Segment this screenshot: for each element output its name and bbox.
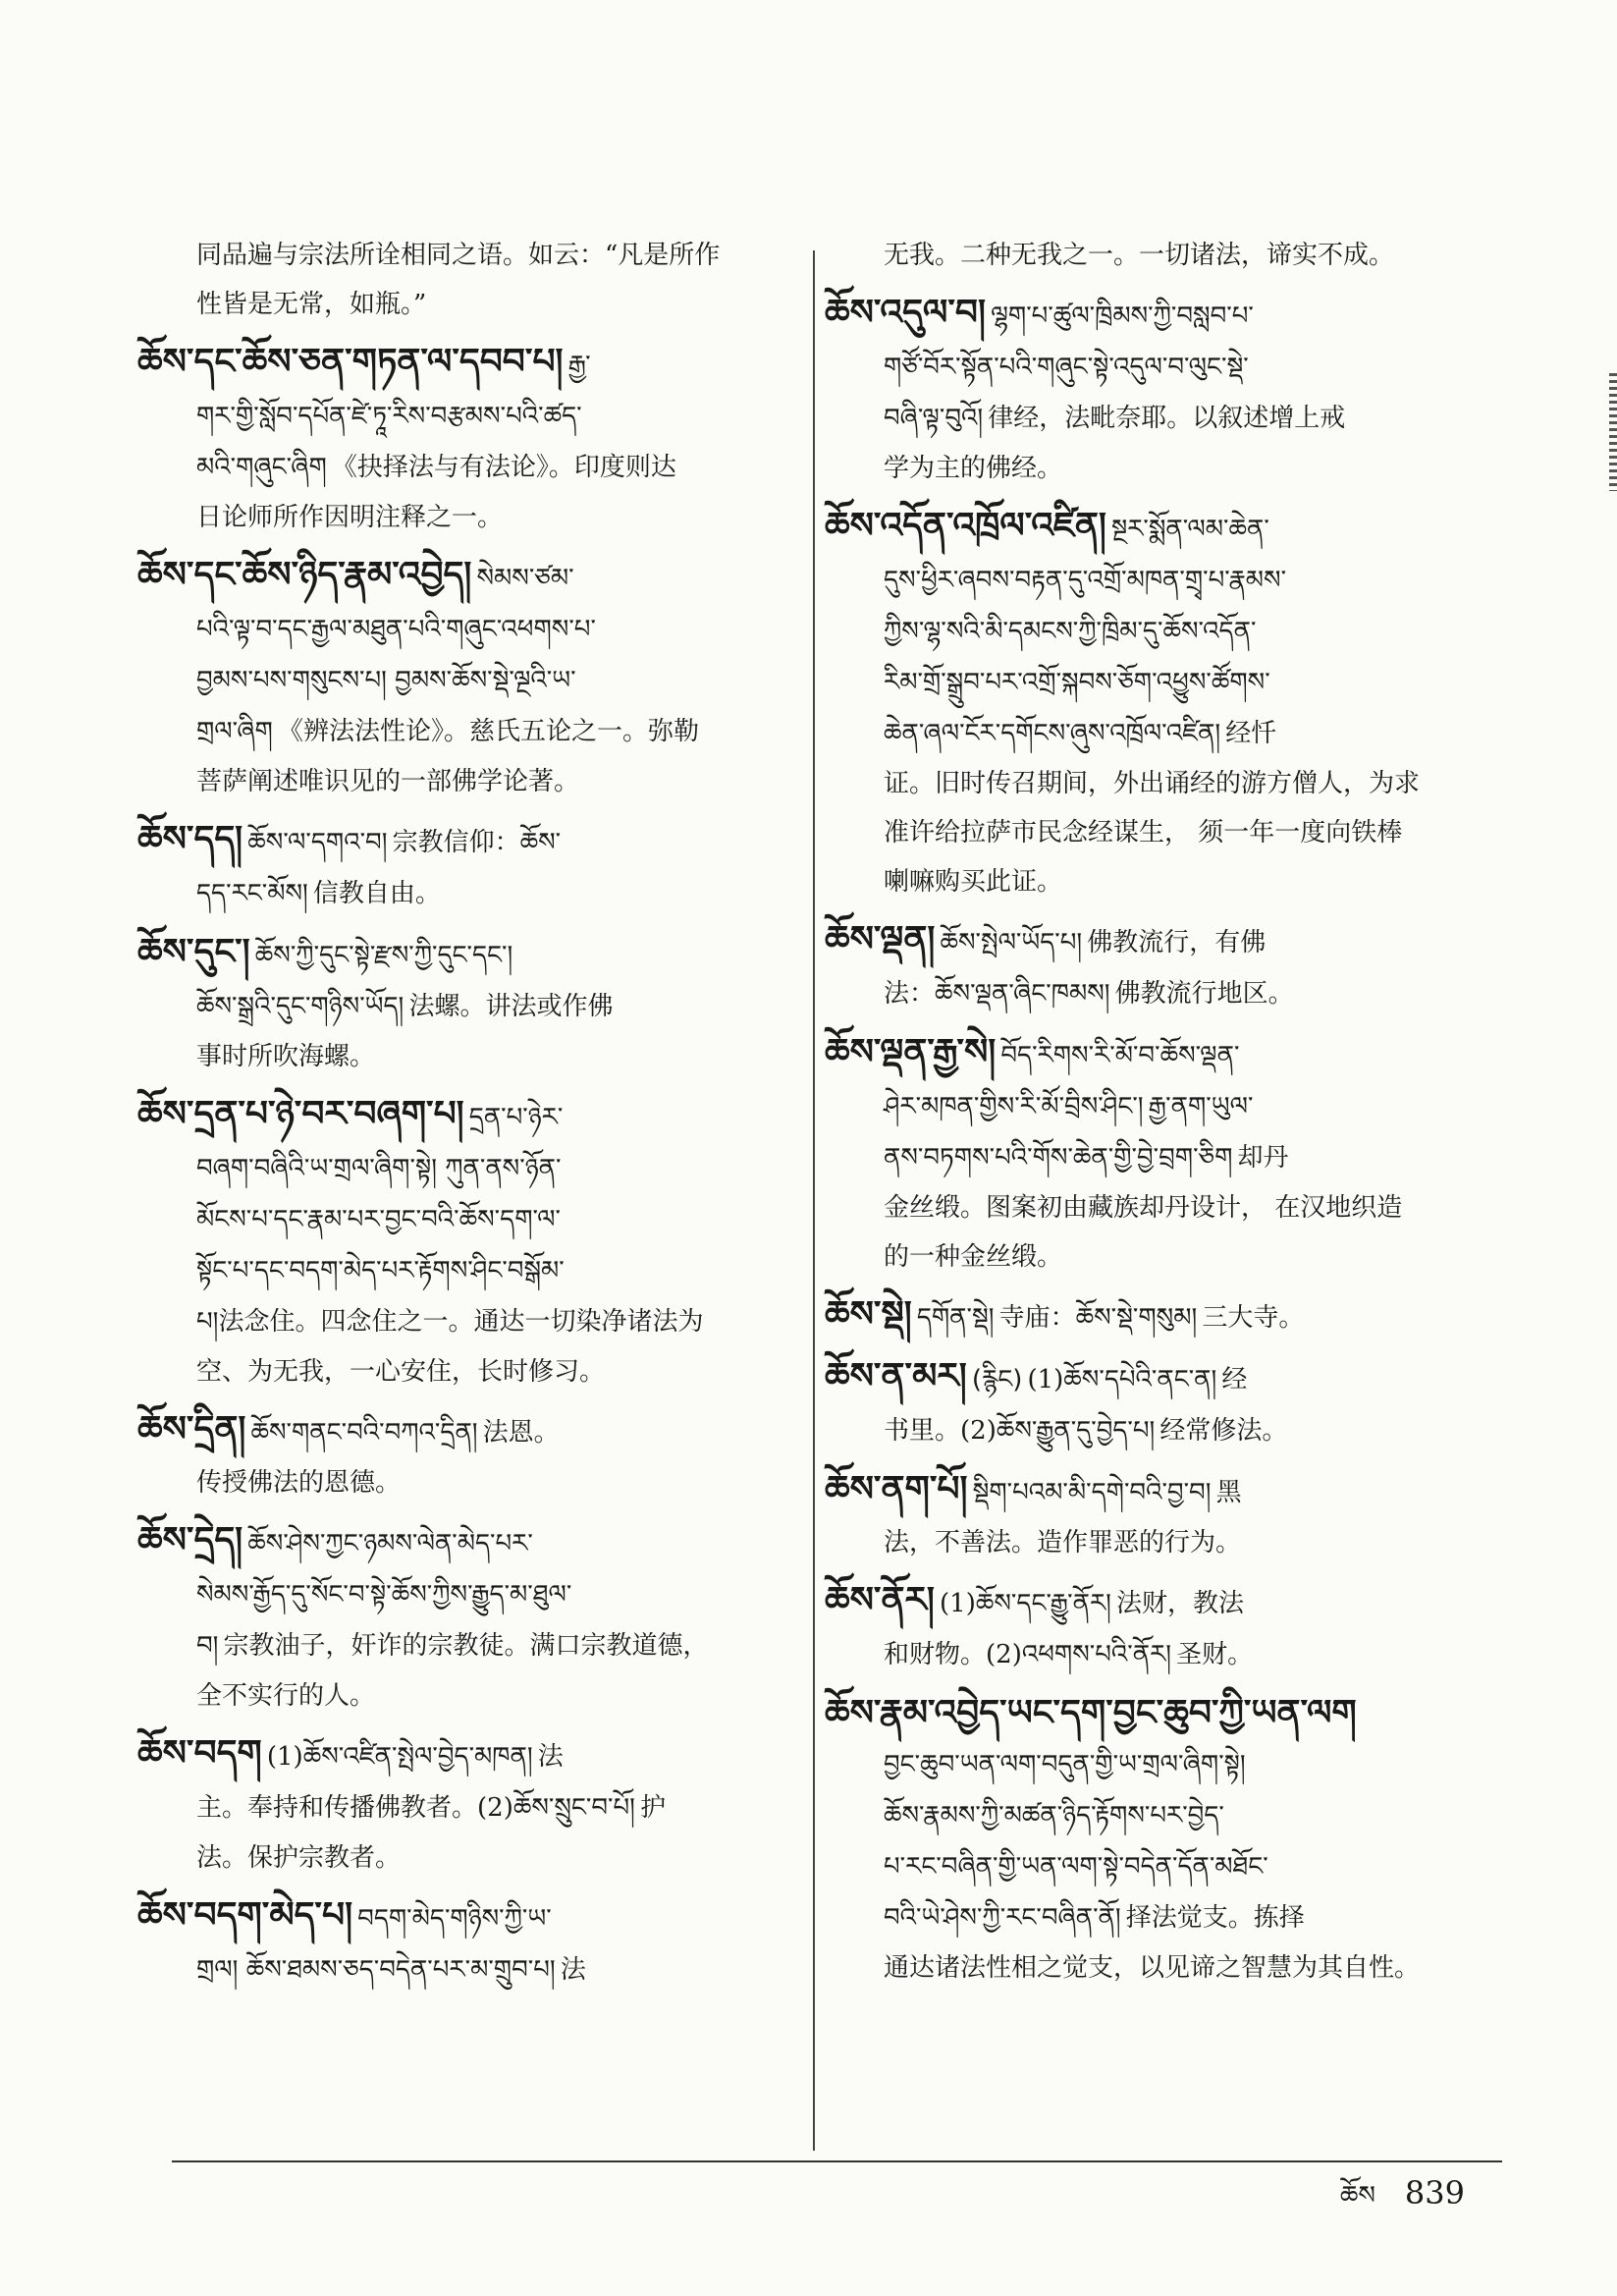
- entry-line: [196, 1296, 800, 1347]
- tibetan-text: ཆོས་ལ་དགའ་བ།: [247, 828, 388, 857]
- entry-body: [835, 1629, 1482, 1680]
- headword: ཆོས་དང་ཆོས་ཅན་གཏན་ལ་དབབ་པ།: [137, 342, 564, 382]
- entry-line: [884, 1081, 1482, 1132]
- definition-text: 择法觉支。拣择: [1125, 1903, 1305, 1933]
- dictionary-entry: [137, 1404, 800, 1507]
- tibetan-text: དྲན་པ་ཉེར་: [468, 1103, 564, 1132]
- entry-body: [835, 1081, 1482, 1282]
- dictionary-entry: [137, 337, 800, 542]
- definition-text: 通达诸法性相之觉支，以见谛之智慧为其自性。: [884, 1953, 1421, 1983]
- entry-body: [835, 1739, 1482, 1993]
- entry-line: [196, 706, 800, 757]
- entry-body: [147, 1944, 800, 1995]
- tibetan-text: རིམ་གྲོ་སྒྲུབ་པར་འགྲོ་སྐབས་ཅོག་འཕྱུས་ཚོགས་: [884, 668, 1270, 697]
- tibetan-text: ལྷག་པ་ཚུལ་ཁྲིམས་ཀྱི་བསླབ་པ་: [991, 301, 1254, 331]
- entry-line: [825, 1289, 1482, 1343]
- tibetan-text: བའི་ཡེ་ཤེས་ཀྱི་རང་བཞིན་ནོ།: [884, 1903, 1121, 1933]
- tibetan-text: བཞག་བཞིའི་ཡ་གྲལ་ཞིག་སྟེ། ཀུན་ནས་ཉོན་: [196, 1154, 562, 1183]
- tibetan-text: ཀྱིས་ལྷ་སའི་མི་དམངས་ཀྱི་ཁྲིམ་དུ་ཆོས་འདོན་: [884, 617, 1257, 646]
- entry-line: [825, 1688, 1482, 1739]
- tibetan-text: དགོན་སྡེ།: [916, 1303, 995, 1333]
- tibetan-text: ཆོས་དཔེའི་ནང་ན།: [1063, 1365, 1217, 1394]
- headword: ཆོས་དང་ཆོས་ཉིད་རྣམ་འབྱེད།: [137, 555, 472, 595]
- entry-line: [884, 968, 1482, 1019]
- tibetan-text: པའི་ལྟ་བ་དང་རྒྱལ་མཐུན་པའི་གཞུང་འཕགས་པ་: [196, 615, 596, 644]
- definition-text: 证。旧时传召期间，外出诵经的游方僧人，为求: [884, 769, 1421, 798]
- tibetan-text: རྒྱ་ནག་ཡུལ་: [1148, 1092, 1254, 1121]
- entry-line: [137, 1515, 800, 1569]
- definition-text: 经常修法。: [1159, 1416, 1288, 1446]
- text-line: 性皆是无常，如瓶。”: [196, 290, 427, 319]
- tibetan-text: ཆེན་ཞལ་ངོར་དགོངས་ཞུས་འཁྲོལ་འཛིན།: [884, 719, 1221, 748]
- tibetan-text: ཆོས་སྡེ་གསུམ།: [1075, 1303, 1198, 1333]
- entry-line: [196, 1944, 800, 1995]
- entry-line: [137, 1728, 800, 1782]
- headword: ཆོས་སྡེ།: [825, 1294, 912, 1335]
- footer-rule: [172, 2160, 1502, 2162]
- definition-text: 传授佛法的恩德。: [196, 1468, 402, 1498]
- headword: ཆོས་དྲན་པ་ཉེ་བར་བཞག་པ།: [137, 1094, 464, 1134]
- definition-text: (1): [1027, 1365, 1064, 1394]
- tibetan-text: སྟོང་པ་དང་བདག་མེད་པར་རྟོགས་ཤིང་བསྒོམ་: [196, 1256, 565, 1285]
- entry-line: [196, 868, 800, 919]
- page-number: 839: [1404, 2174, 1465, 2212]
- definition-text: 法恩。: [482, 1418, 560, 1448]
- definition-text: (2): [477, 1793, 513, 1823]
- definition-text: 和财物。: [884, 1640, 987, 1669]
- definition-text: 的一种金丝缎。: [884, 1242, 1063, 1272]
- tibetan-text: ཆོས་སྤེལ་ཡོད་པ།: [940, 928, 1083, 957]
- dictionary-entry: [137, 1890, 800, 1995]
- tibetan-text: (རྙིང): [971, 1365, 1023, 1394]
- definition-text: 事时所吹海螺。: [196, 1042, 376, 1071]
- definition-text: 学为主的佛经。: [884, 454, 1063, 483]
- definition-text: 喇嘛购买此证。: [884, 867, 1063, 897]
- dictionary-entry: [137, 927, 800, 1081]
- dictionary-entry: [825, 914, 1482, 1019]
- dictionary-entry: [825, 1464, 1482, 1567]
- headword: ཆོས་ནག་པོ།: [825, 1469, 968, 1509]
- definition-text: 护: [640, 1793, 667, 1823]
- definition-text: 金丝缎。图案初由藏族却丹设计， 在汉地织造: [884, 1193, 1403, 1223]
- definition-text: 法财，教法: [1116, 1589, 1245, 1618]
- entry-body: [147, 981, 800, 1081]
- entry-body: [147, 1458, 800, 1507]
- entry-body: [147, 1569, 800, 1721]
- dictionary-entry: [137, 550, 800, 806]
- entry-body: [835, 342, 1482, 493]
- entry-body: [147, 391, 800, 542]
- tibetan-text: འཕགས་པའི་ནོར།: [1021, 1640, 1172, 1669]
- entry-body: [835, 968, 1482, 1019]
- entry-line: [196, 1620, 800, 1671]
- definition-text: 法: [537, 1742, 564, 1772]
- definition-text: 法螺。讲法或作佛: [408, 992, 614, 1021]
- tibetan-text: བ།: [196, 1631, 219, 1661]
- headword: ཆོས་ལྡན་རྒྱ་སེ།: [825, 1032, 997, 1072]
- running-head: ཆོས: [1339, 2181, 1375, 2211]
- headword: ཆོས་བདག: [137, 1733, 262, 1774]
- text-line: 同品遍与宗法所诠相同之语。如云：“凡是所作: [196, 241, 721, 270]
- tibetan-text: ཆོས་འཛིན་སྤེལ་བྱེད་མཁན།: [302, 1742, 533, 1772]
- headword: ཆོས་ལྡན།: [825, 919, 936, 959]
- entry-body: [147, 1143, 800, 1396]
- entry-line: [137, 927, 800, 981]
- column-divider: [813, 250, 815, 2151]
- entry-line: [884, 1132, 1482, 1183]
- entry-line: [884, 1892, 1482, 1943]
- entry-line: [884, 1405, 1482, 1456]
- dictionary-entry: [825, 501, 1482, 906]
- definition-text: 法。保护宗教者。: [196, 1843, 402, 1873]
- tibetan-text: རྒྱ་: [567, 351, 591, 380]
- scan-edge-marks: [1609, 373, 1617, 491]
- definition-text: 律经，法毗奈耶。以叙述增上戒: [988, 404, 1346, 433]
- tibetan-text: པ།: [196, 1307, 219, 1337]
- definition-text: (1): [266, 1742, 303, 1772]
- tibetan-text: སེམས་ཙམ་: [476, 564, 574, 593]
- definition-text: 菩萨阐述唯识见的一部佛学论著。: [196, 767, 580, 796]
- tibetan-text: ཆོས་སྒྲའི་དུང་གཉིས་ཡོད།: [196, 992, 404, 1021]
- definition-text: 宗教信仰：: [392, 828, 520, 857]
- entry-line: [137, 1404, 800, 1458]
- definition-text: 空、为无我，一心安住，长时修习。: [196, 1357, 606, 1387]
- headword: ཆོས་དད།: [137, 819, 243, 859]
- definition-text: 经: [1221, 1365, 1248, 1394]
- left-column: [137, 231, 800, 2003]
- entry-line: [196, 442, 800, 493]
- tibetan-text: བྱམས་པས་གསུངས་པ། བྱམས་ཆོས་སྡེ་ལྔའི་ཡ་: [196, 666, 576, 695]
- definition-text: 寺庙：: [998, 1303, 1076, 1333]
- entry-continuation-left: [147, 231, 800, 329]
- tibetan-text: བྱང་ཆུབ་ཡན་ལག་བདུན་གྱི་ཡ་གྲལ་ཞིག་སྟེ།: [884, 1750, 1246, 1779]
- dictionary-entry: [137, 814, 800, 919]
- definition-text: 信教自由。: [312, 879, 441, 908]
- tibetan-text: ནས་བཏགས་པའི་གོས་ཆེན་གྱི་བྱེ་བྲག་ཅིག: [884, 1143, 1233, 1173]
- entry-line: [825, 1351, 1482, 1405]
- definition-text: 书里。: [884, 1416, 961, 1446]
- tibetan-text: བཞི་ལྟ་བུའོ།: [884, 404, 984, 433]
- tibetan-text: བདག་མེད་གཉིས་ཀྱི་ཡ་: [357, 1904, 552, 1934]
- entry-line: [884, 1739, 1482, 1790]
- entry-body: [147, 604, 800, 806]
- dictionary-entry: [137, 1728, 800, 1883]
- headword: ཆོས་འདོན་འཁྲོལ་འཛིན།: [825, 506, 1106, 546]
- tibetan-text: ཤེར་མཁན་གྱིས་རི་མོ་བྲིས་ཤིང་།: [884, 1092, 1144, 1121]
- entry-body: [835, 555, 1482, 906]
- definition-text: 三大寺。: [1202, 1303, 1305, 1333]
- headword: ཆོས་དྲིན།: [137, 1409, 246, 1449]
- definition-text: 经忏: [1225, 719, 1277, 748]
- entry-body: [147, 868, 800, 919]
- headword: ཆོས་བདག་མེད་པ།: [137, 1895, 353, 1936]
- definition-text: 却丹: [1237, 1143, 1289, 1173]
- tibetan-text: ཆོས་ཀྱི་དུང་སྟེ་རྫས་ཀྱི་དུང་དང་།: [254, 941, 513, 970]
- entry-line: [825, 1575, 1482, 1629]
- definition-text: (2): [986, 1640, 1022, 1669]
- definition-text: 准许给拉萨市民念经谋生， 须一年一度向铁棒: [884, 818, 1403, 847]
- definition-text: (2): [960, 1416, 997, 1446]
- entry-continuation-right: [835, 231, 1482, 280]
- definition-text: 佛教流行地区。: [1114, 979, 1294, 1009]
- definition-text: 法，不善法。造作罪恶的行为。: [884, 1528, 1242, 1558]
- definition-text: 圣财。: [1176, 1640, 1254, 1669]
- tibetan-text: ཆོས་རྣམས་ཀྱི་མཚན་ཉིད་རྟོགས་པར་བྱེད་: [884, 1801, 1224, 1831]
- definition-text: 法念住。四念住之一。通达一切染净诸法为: [218, 1307, 704, 1337]
- entry-line: [825, 501, 1482, 555]
- tibetan-text: གྲལ་ཞིག: [196, 717, 273, 746]
- page-footer: [1340, 2167, 1465, 2239]
- tibetan-text: བོད་རིགས་རི་མོ་བ་ཆོས་ལྡན་: [1000, 1041, 1240, 1070]
- tibetan-text: གཙོ་བོར་སྟོན་པའི་གཞུང་སྟེ་འདུལ་བ་ལུང་སྡེ་: [884, 353, 1249, 382]
- definition-text: 宗教油子，奸诈的宗教徒。满口宗教道德，: [223, 1631, 709, 1661]
- tibetan-text: མོངས་པ་དང་རྣམ་པར་བྱང་བའི་ཆོས་དག་ལ་: [196, 1205, 561, 1234]
- definition-text: 佛教流行，有佛: [1087, 928, 1267, 957]
- tibetan-text: དད་རང་མོས།: [196, 879, 308, 908]
- definition-text: 日论师所作因明注释之一。: [196, 503, 504, 532]
- entry-line: [137, 550, 800, 604]
- tibetan-text: ཆོས་གནང་བའི་བཀའ་དྲིན།: [250, 1418, 478, 1448]
- tibetan-text: དུས་ཕྱིར་ཞབས་བརྟན་དུ་འགྲོ་མཁན་གྲྭ་པ་རྣམས་: [884, 566, 1287, 595]
- entry-body: [147, 1782, 800, 1883]
- entry-line: [137, 1890, 800, 1944]
- tibetan-text: སྡིག་པའམ་མི་དགེ་བའི་བྱ་བ།: [972, 1478, 1212, 1507]
- entry-line: [137, 337, 800, 391]
- entry-line: [825, 1027, 1482, 1081]
- dictionary-entry: [137, 1515, 800, 1721]
- entry-body: [835, 1518, 1482, 1567]
- tibetan-text: གྲལ། ཆོས་ཐམས་ཅད་བདེན་པར་མ་གྲུབ་པ།: [196, 1955, 556, 1985]
- dictionary-entry: [825, 1027, 1482, 1282]
- definition-text: 主。奉持和传播佛教者。: [196, 1793, 478, 1823]
- tibetan-text: སྔར་སྨོན་ལམ་ཆེན་: [1110, 515, 1269, 544]
- tibetan-text: མའི་གཞུང་ཞིག: [196, 453, 327, 482]
- headword: ཆོས་ན་མར།: [825, 1356, 967, 1396]
- entry-line: [884, 708, 1482, 759]
- definition-text: 法: [560, 1955, 586, 1985]
- definition-text: 《抉择法与有法论》。印度则达: [331, 453, 676, 482]
- tibetan-text: ཆོས་རྒྱུན་དུ་བྱེད་པ།: [996, 1416, 1156, 1446]
- headword: ཆོས་རྣམ་འབྱེད་ཡང་དག་བྱང་ཆུབ་ཀྱི་ཡན་ལག: [825, 1693, 1357, 1733]
- dictionary-entry: [137, 1089, 800, 1396]
- headword: ཆོས་དུང་།: [137, 932, 250, 972]
- headword: ཆོས་འདུལ་བ།: [825, 293, 986, 333]
- entry-line: [137, 1089, 800, 1143]
- definition-text: 《辨法法性论》。慈氏五论之一。弥勒: [277, 717, 699, 746]
- text-line: 无我。二种无我之一。一切诸法，谛实不成。: [884, 241, 1395, 270]
- headword: ཆོས་དྲེད།: [137, 1520, 243, 1560]
- dictionary-entry: [825, 1688, 1482, 1993]
- dictionary-entry: [825, 1575, 1482, 1680]
- tibetan-text: སེམས་རྒྱོད་དུ་སོང་བ་སྟེ་ཆོས་ཀྱིས་རྒྱུད་མ་ཐུལ་: [196, 1580, 572, 1610]
- definition-text: 黑: [1215, 1478, 1242, 1507]
- definition-text: (1): [940, 1589, 976, 1618]
- entry-line: [137, 814, 800, 868]
- entry-line: [825, 1464, 1482, 1518]
- headword: ཆོས་ནོར།: [825, 1580, 935, 1620]
- tibetan-text: གར་གྱི་སློབ་དཔོན་ཛེ་ཏཱ་རིས་བརྩམས་པའི་ཚད་: [196, 402, 582, 431]
- entry-line: [825, 914, 1482, 968]
- tibetan-text: ཆོས་སྲུང་བ་པོ།: [512, 1793, 635, 1823]
- entry-line: [884, 1629, 1482, 1680]
- dictionary-entry: [825, 288, 1482, 493]
- dictionary-entry: [825, 1351, 1482, 1456]
- tibetan-text: པ་རང་བཞིན་གྱི་ཡན་ལག་སྟེ་བདེན་དོན་མཐོང་: [884, 1852, 1268, 1882]
- entry-line: [196, 1782, 800, 1833]
- tibetan-text: ཆོས་: [519, 828, 562, 857]
- definition-text: 法：: [884, 979, 936, 1009]
- definition-text: 全不实行的人。: [196, 1681, 376, 1711]
- tibetan-text: ཆོས་ཤེས་ཀྱང་ཉམས་ལེན་མེད་པར་: [247, 1529, 533, 1558]
- tibetan-text: ཆོས་ལྡན་ཞིང་ཁམས།: [935, 979, 1110, 1009]
- right-column: [825, 231, 1482, 2000]
- entry-line: [825, 288, 1482, 342]
- entry-body: [835, 1405, 1482, 1456]
- tibetan-text: ཆོས་དང་རྒྱུ་ནོར།: [975, 1589, 1111, 1618]
- entry-line: [884, 393, 1482, 444]
- entry-line: [196, 981, 800, 1032]
- dictionary-entry: [825, 1289, 1482, 1343]
